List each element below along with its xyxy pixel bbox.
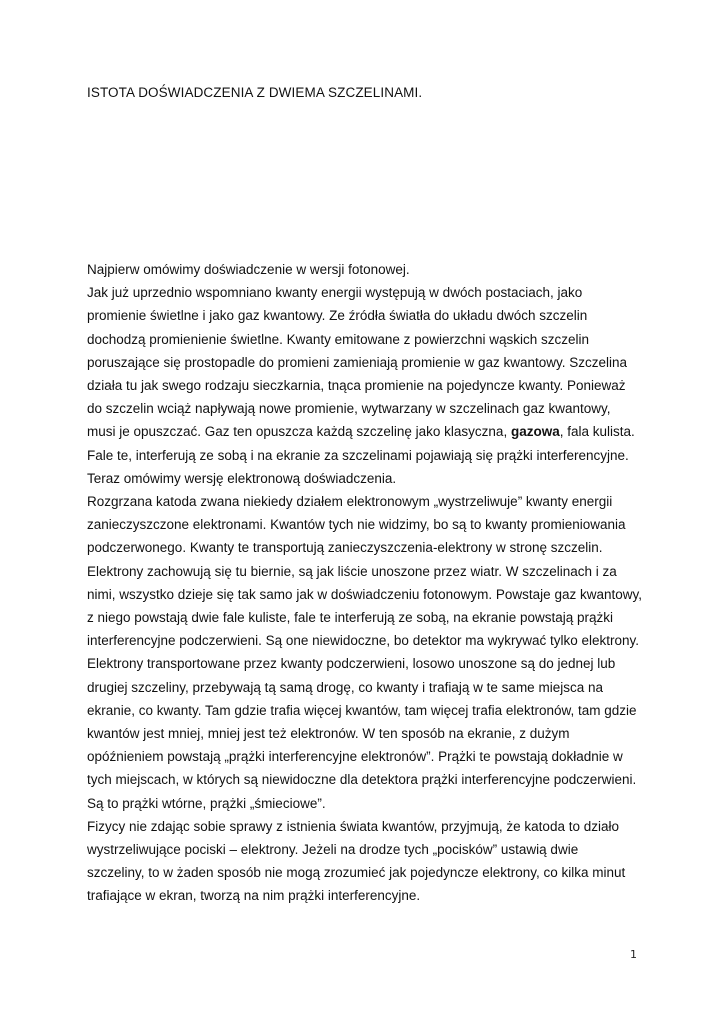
body-line: Są to prążki wtórne, prążki „śmieciowe”. bbox=[87, 795, 326, 811]
page-number: 1 bbox=[630, 948, 637, 961]
body-line-text: musi je opuszczać. Gaz ten opuszcza każdą szczelinę jako klasyczna, bbox=[87, 424, 511, 440]
document-body bbox=[87, 258, 647, 908]
body-line: działa tu jak swego rodzaju sieczkarnia, tnąca promienie na pojedyncze kwanty. Ponieważ bbox=[87, 378, 626, 394]
body-line: ekranie, co kwanty. Tam gdzie trafia więcej kwantów, tam więcej trafia elektronów, tam gdzie bbox=[87, 702, 637, 718]
body-line: kwantów jest mniej, mniej jest też elektronów. W ten sposób na ekranie, z dużym bbox=[87, 726, 570, 742]
body-line: szczeliny, to w żaden sposób nie mogą zrozumieć jak pojedyncze elektrony, co kilka minut bbox=[87, 865, 626, 881]
body-line: drugiej szczeliny, przebywają tą samą drogę, co kwanty i trafiają w te same miejsca na bbox=[87, 679, 603, 695]
body-line: Elektrony transportowane przez kwanty podczerwieni, losowo unoszone są do jednej lub bbox=[87, 656, 616, 672]
body-line: Teraz omówimy wersję elektronową doświadczenia. bbox=[87, 470, 397, 486]
body-line bbox=[87, 420, 647, 443]
body-line: Rozgrzana katoda zwana niekiedy działem elektronowym „wystrzeliwuje” kwanty energii bbox=[87, 494, 613, 510]
body-line: Fale te, interferują ze sobą i na ekranie za szczelinami pojawiają się prążki interferencyjne. bbox=[87, 447, 629, 463]
body-line: Najpierw omówimy doświadczenie w wersji fotonowej. bbox=[87, 262, 410, 277]
body-line: poruszające się prostopadle do promieni zamieniają promienie w gaz kwantowy. Szczelina bbox=[87, 354, 628, 370]
body-line: promienie świetlne i jako gaz kwantowy. Ze źródła światła do układu dwóch szczelin bbox=[87, 308, 588, 324]
body-line: nimi, wszystko dzieje się tak samo jak w doświadczeniu fotonowym. Powstaje gaz kwantowy, bbox=[87, 586, 642, 602]
body-line: tych miejscach, w których są niewidoczne dla detektora prążki interferencyjne podczerwieni. bbox=[87, 772, 637, 788]
bold-word: gazowa bbox=[510, 424, 560, 440]
body-line: Fizycy nie zdając sobie sprawy z istnienia świata kwantów, przyjmują, że katoda to działo bbox=[87, 818, 619, 834]
body-line: wystrzeliwujące pociski – elektrony. Jeżeli na drodze tych „pocisków” ustawią dwie bbox=[87, 842, 579, 858]
document-title: ISTOTA DOŚWIADCZENIA Z DWIEMA SZCZELINAMI. bbox=[87, 85, 423, 100]
body-line: Elektrony zachowują się tu biernie, są jak liście unoszone przez wiatr. W szczelinach i za bbox=[87, 563, 617, 579]
body-line-text: , fala kulista. bbox=[559, 424, 635, 440]
body-line: trafiające w ekran, tworzą na nim prążki interferencyjne. bbox=[87, 888, 421, 904]
body-line: z niego powstają dwie fale kuliste, fale te interferują ze sobą, na ekranie powstają prążki bbox=[87, 610, 614, 626]
body-line: do szczelin wciąż napływają nowe promienie, wytwarzany w szczelinach gaz kwantowy, bbox=[87, 401, 611, 417]
body-line: dochodzą promienienie świetlne. Kwanty emitowane z powierzchni wąskich szczelin bbox=[87, 331, 589, 347]
body-line: zanieczyszczone elektronami. Kwantów tych nie widzimy, bo są to kwanty promieniowania bbox=[87, 517, 626, 533]
body-line: Jak już uprzednio wspomniano kwanty energii występują w dwóch postaciach, jako bbox=[87, 285, 583, 301]
body-line: opóźnieniem powstają „prążki interferencyjne elektronów”. Prążki te powstają dokładnie w bbox=[87, 749, 623, 765]
body-line: interferencyjne podczerwieni. Są one niewidoczne, bo detektor ma wykrywać tylko elektrony. bbox=[87, 633, 640, 649]
body-line: podczerwonego. Kwanty te transportują zanieczyszczenia-elektrony w stronę szczelin. bbox=[87, 540, 603, 556]
